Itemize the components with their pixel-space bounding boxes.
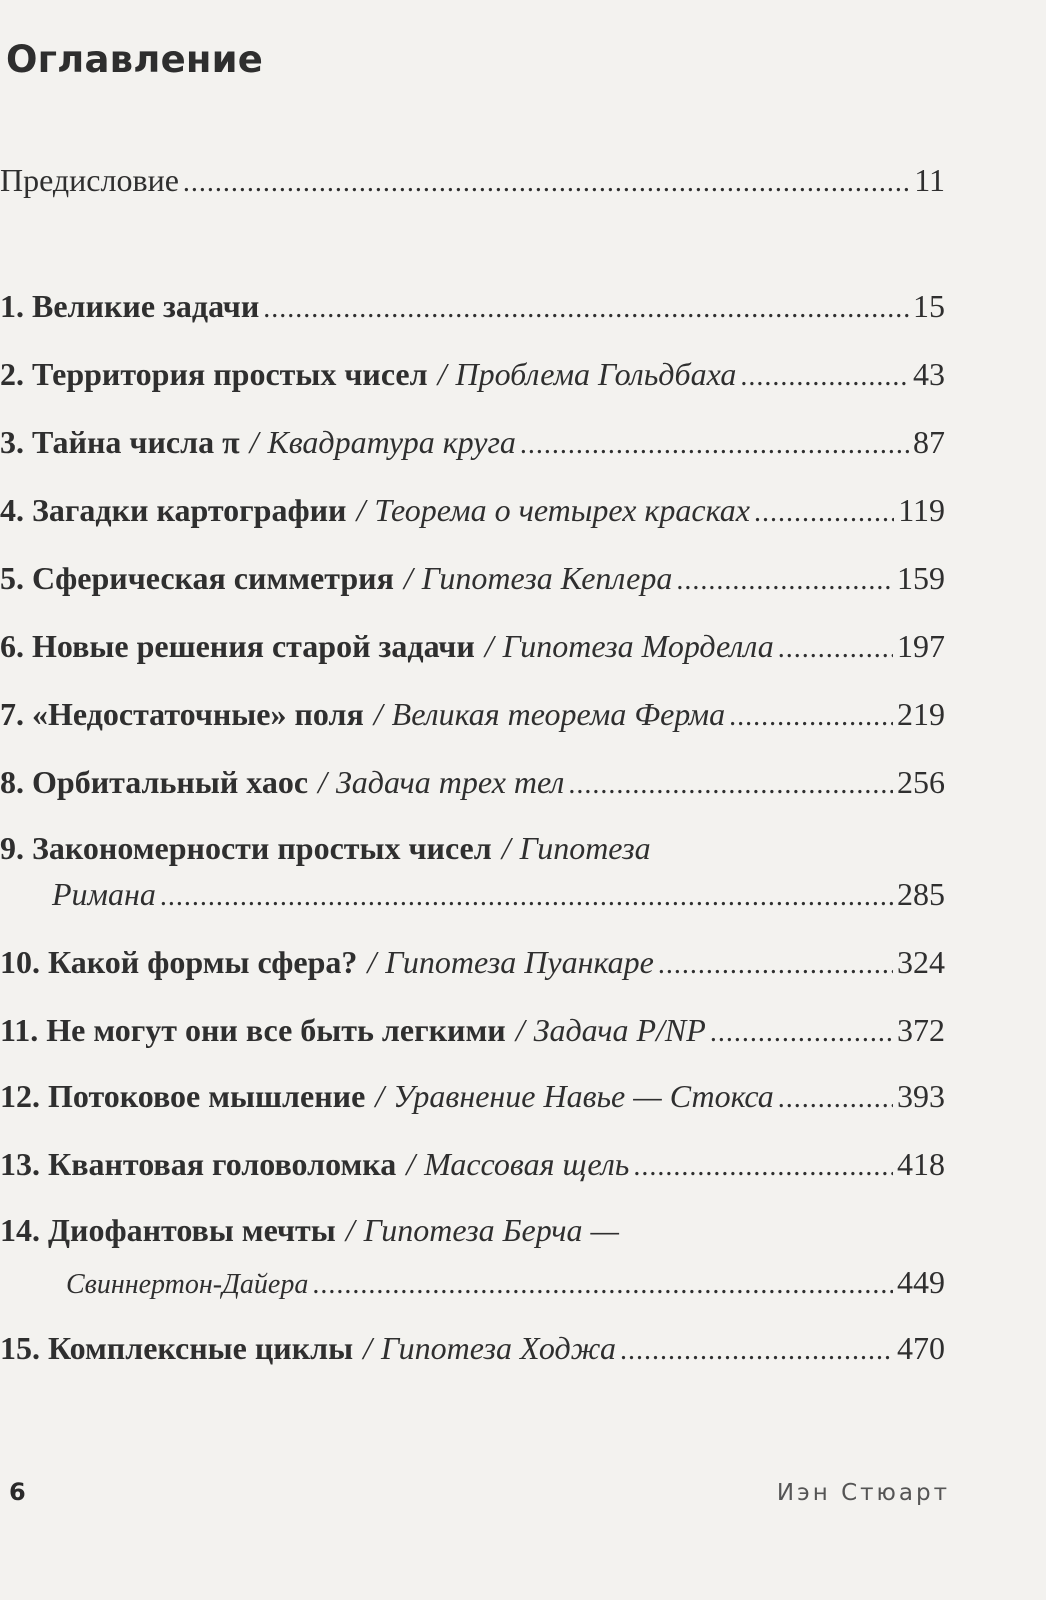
toc-entry-page: 285 [897,876,945,912]
toc-entry-subtitle: Проблема Гольдбаха [455,356,737,392]
toc-entry-subtitle: Гипотеза Ходжа [381,1330,616,1366]
toc-entry-title: 12. Потоковое мышление [0,1078,366,1114]
toc-entry-11: 11. Не могут они все быть легкими / Задача P/NP ..... 372 [0,1010,945,1053]
dot-leader [778,629,893,669]
toc-entry-14: 14. Диофантовы мечты / Гипотеза Берча — [0,1212,619,1248]
toc-entry-subtitle: Теорема о четырех красках [374,492,750,528]
toc-entry-page: 119 [898,492,945,528]
toc-entry-10: 10. Какой формы сфера? / Гипотеза Пуанкаре ..... 324 [0,942,945,985]
toc-entry-title: 9. Закономерности простых чисел [0,830,492,866]
toc-entry-title: 1. Великие задачи [0,288,260,324]
dot-leader [160,877,893,917]
dot-leader [183,163,910,203]
toc-entry-subtitle: Гипотеза Кеплера [421,560,673,596]
toc-entry-5: 5. Сферическая симметрия / Гипотеза Кеплера ..... 159 [0,558,945,601]
toc-entry-subtitle: Гипотеза Пуанкаре [385,944,654,980]
dot-leader [740,357,909,397]
toc-entry-title: 2. Территория простых чисел [0,356,428,392]
toc-entry-9-continuation [52,874,945,917]
toc-entry-page: 418 [897,1146,945,1182]
toc-entry-title: 8. Орбитальный хаос [0,764,309,800]
toc-entry-subtitle: Уравнение Навье — Стокса [393,1078,774,1114]
toc-entry-page: 15 [913,288,945,324]
toc-entry-2: 2. Территория простых чисел / Проблема Гольдбаха ..... 43 [0,354,945,397]
toc-entry-title: 5. Сферическая симметрия [0,560,394,596]
toc-entry-1 [0,286,945,329]
toc-entry-title: 13. Квантовая головоломка [0,1146,397,1182]
toc-entry-page: 43 [913,356,945,392]
toc-entry-7: 7. «Недостаточные» поля / Великая теорема Ферма ..... 219 [0,694,945,737]
toc-entry-page: 372 [897,1012,945,1048]
toc-entry-page: 197 [897,628,945,664]
toc-entry-title: 7. «Недостаточные» поля [0,696,364,732]
toc-entry-title: 14. Диофантовы мечты [0,1212,336,1248]
toc-entry-title: 11. Не могут они все быть легкими [0,1012,506,1048]
toc-entry-page: 11 [914,162,945,198]
dot-leader [778,1079,893,1119]
toc-entry-title: 6. Новые решения старой задачи [0,628,475,664]
toc-entry-preface [0,160,945,203]
dot-leader [676,561,893,601]
dot-leader [620,1331,893,1371]
toc-entry-page: 159 [897,560,945,596]
dot-leader [568,765,893,805]
toc-entry-3: 3. Тайна числа π / Квадратура круга ..... 87 [0,422,945,465]
page-title: Оглавление [6,38,264,81]
toc-entry-title: 15. Комплексные циклы [0,1330,354,1366]
toc-entry-8: 8. Орбитальный хаос / Задача трех тел ..... 256 [0,762,945,805]
dot-leader [710,1013,893,1053]
toc-entry-subtitle-cont: Свиннертон-Дайера [66,1269,309,1300]
toc-entry-14-continuation [66,1262,945,1305]
dot-leader [520,425,909,465]
toc-entry-title: 4. Загадки картографии [0,492,347,528]
running-footer-author: Иэн Стюарт [776,1480,950,1506]
toc-entry-title: 3. Тайна числа π [0,424,240,460]
toc-entry-subtitle: Гипотеза Морделла [502,628,774,664]
dot-leader [312,1265,893,1305]
toc-entry-9: 9. Закономерности простых чисел / Гипотеза [0,830,651,866]
toc-entry-page: 219 [897,696,945,732]
dot-leader [263,289,909,329]
toc-entry-subtitle: Задача P/NP [533,1012,706,1048]
toc-entry-13: 13. Квантовая головоломка / Массовая щель ..... 418 [0,1144,945,1187]
toc-entry-page: 470 [897,1330,945,1366]
toc-entry-page: 256 [897,764,945,800]
toc-entry-subtitle: Квадратура круга [267,424,516,460]
toc-entry-4: 4. Загадки картографии / Теорема о четырех красках ..... 119 [0,490,945,533]
toc-entry-subtitle: Великая теорема Ферма [391,696,726,732]
dot-leader [729,697,893,737]
toc-entry-subtitle: Задача трех тел [335,764,565,800]
page-number: 6 [9,1478,26,1506]
toc-entry-page: 324 [897,944,945,980]
toc-entry-subtitle: Гипотеза Берча — [363,1212,619,1248]
toc-entry-title: Предисловие [0,162,179,198]
toc-entry-page: 449 [897,1264,945,1300]
toc-entry-subtitle: Гипотеза [519,830,651,866]
toc-entry-title: 10. Какой формы сфера? [0,944,358,980]
toc-entry-15: 15. Комплексные циклы / Гипотеза Ходжа ..... 470 [0,1328,945,1371]
toc-entry-12: 12. Потоковое мышление / Уравнение Навье — Стокса ..... 393 [0,1076,945,1119]
dot-leader [658,945,893,985]
toc-entry-6: 6. Новые решения старой задачи / Гипотеза Морделла ..... 197 [0,626,945,669]
toc-entry-subtitle-cont: Римана [52,876,156,912]
toc-entry-subtitle: Массовая щель [424,1146,630,1182]
toc-entry-page: 393 [897,1078,945,1114]
dot-leader [633,1147,893,1187]
toc-entry-page: 87 [913,424,945,460]
dot-leader [754,493,894,533]
